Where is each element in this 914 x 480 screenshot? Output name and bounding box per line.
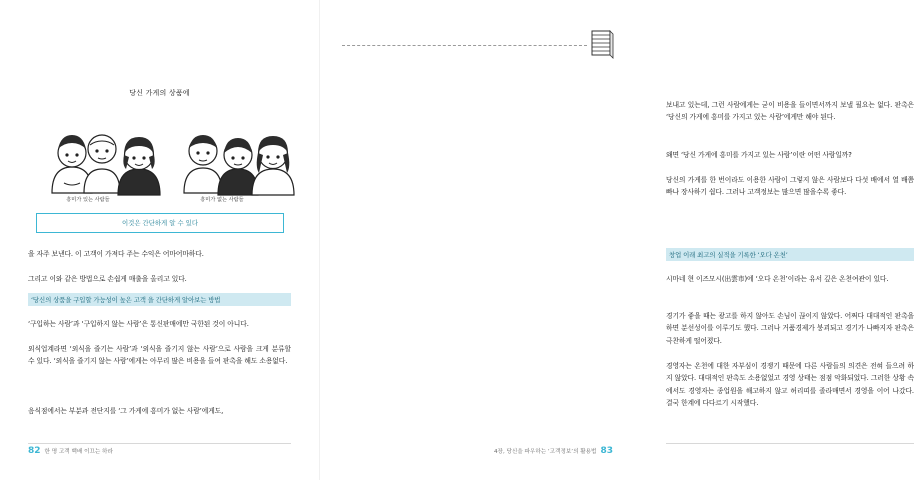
page-number: 82 [28,446,41,456]
figure-title: 당신 가게의 상품에 [129,89,190,97]
footer-divider [28,443,291,444]
paragraph: 시마네 현 이즈모시(出雲市)에 ‘오다 온천’이라는 유서 깊은 온천여관이 있다. [666,274,889,283]
left-page [0,0,319,480]
paragraph: 당신의 가게를 한 번이라도 이용한 사람이 그렇지 않은 사람보다 다섯 배에서 열 배쯤 빠나 장사하기 쉽다. 그러나 고객정보는 많으면 많을수록 좋다. [666,175,914,197]
paragraph: 보내고 있는데, 그런 사람에게는 굳이 비용을 들이면서까지 보낼 필요는 없다. 판촉은 ‘당신의 가게에 흥미를 가지고 있는 사람’에게만 해야 된다. [666,100,914,122]
book-icon [589,28,615,58]
callout-box [36,213,284,233]
section-heading: ‘당신의 상품을 구입할 가능성이 높은 고객 을 간단하게 알아보는 방법 [28,293,291,306]
paragraph: ‘구입하는 사람’과 ‘구입하지 않는 사람’은 통신판매에만 국한된 것이 아니다. [28,319,249,328]
paragraph: 을 자주 보낸다. 이 고객이 가져다 주는 수익은 어마어마하다. [28,249,204,258]
paragraph: 경기가 좋을 때는 광고를 하지 않아도 손님이 끊이지 않았다. 어쩌다 대대적인 판촉을 하면 분선성이를 이루기도 했다. 그러나 거품경제가 붕괴되고 경기가 나빠지자 판촉은 극찬하게 떨어졌다. [666,311,914,345]
section-heading: 창업 이래 최고의 실적을 기록한 ‘오다 온천’ [666,248,914,261]
figure-caption-right: 흥미가 없는 사람들 [200,197,244,203]
header-dashed-rule [342,45,587,47]
figure-caption-left: 흥미가 있는 사람들 [66,197,110,203]
paragraph: 외식업계라면 ‘외식을 즐기는 사람’과 ‘외식을 즐기지 않는 사람’으로 사람을 크게 분류할 수 있다. ‘외식을 즐기지 않는 사람’에게는 아무리 많은 비용을 들여 판촉을 해도 소용없다. [28,344,291,366]
paragraph: 음식점에서는 부분과 전단지를 ‘그 가게에 흥미가 없는 사람’에게도, [28,406,224,415]
paragraph: 경영자는 온천에 대한 자부심이 경쟁기 때문에 다른 사람들의 의견은 전혀 들으려 하지 않았다. 대대적인 판촉도 소용없었고 경영 상태는 점점 악화되었다. 그러한 상황 속에서도 경영자는 종업원을 해고하지 않고 허리띠를 졸라매면서 경영을 이어 나갔다. 결국 한계에 다다르기 시작했다. [666,361,914,408]
paragraph: 그리고 이와 같은 방법으로 손쉽게 매출을 올리고 있다. [28,274,187,283]
footer-label: 한 명 고객 백배 이끄는 하라 [44,449,113,455]
footer-label: 4장, 당신을 파우하는 ‘고객정보’의 활용법 [494,449,597,455]
paragraph: 왜면 ‘당신 가게에 흥미를 가지고 있는 사람’이란 어떤 사람일까? [666,150,852,159]
footer-divider [666,443,914,444]
footer-right [494,446,613,456]
right-page [320,0,914,480]
footer-left [28,446,113,456]
page-number: 83 [600,446,613,456]
people-illustration [28,105,293,205]
callout-text: 이것은 간단하게 알 수 있다 [121,219,199,227]
